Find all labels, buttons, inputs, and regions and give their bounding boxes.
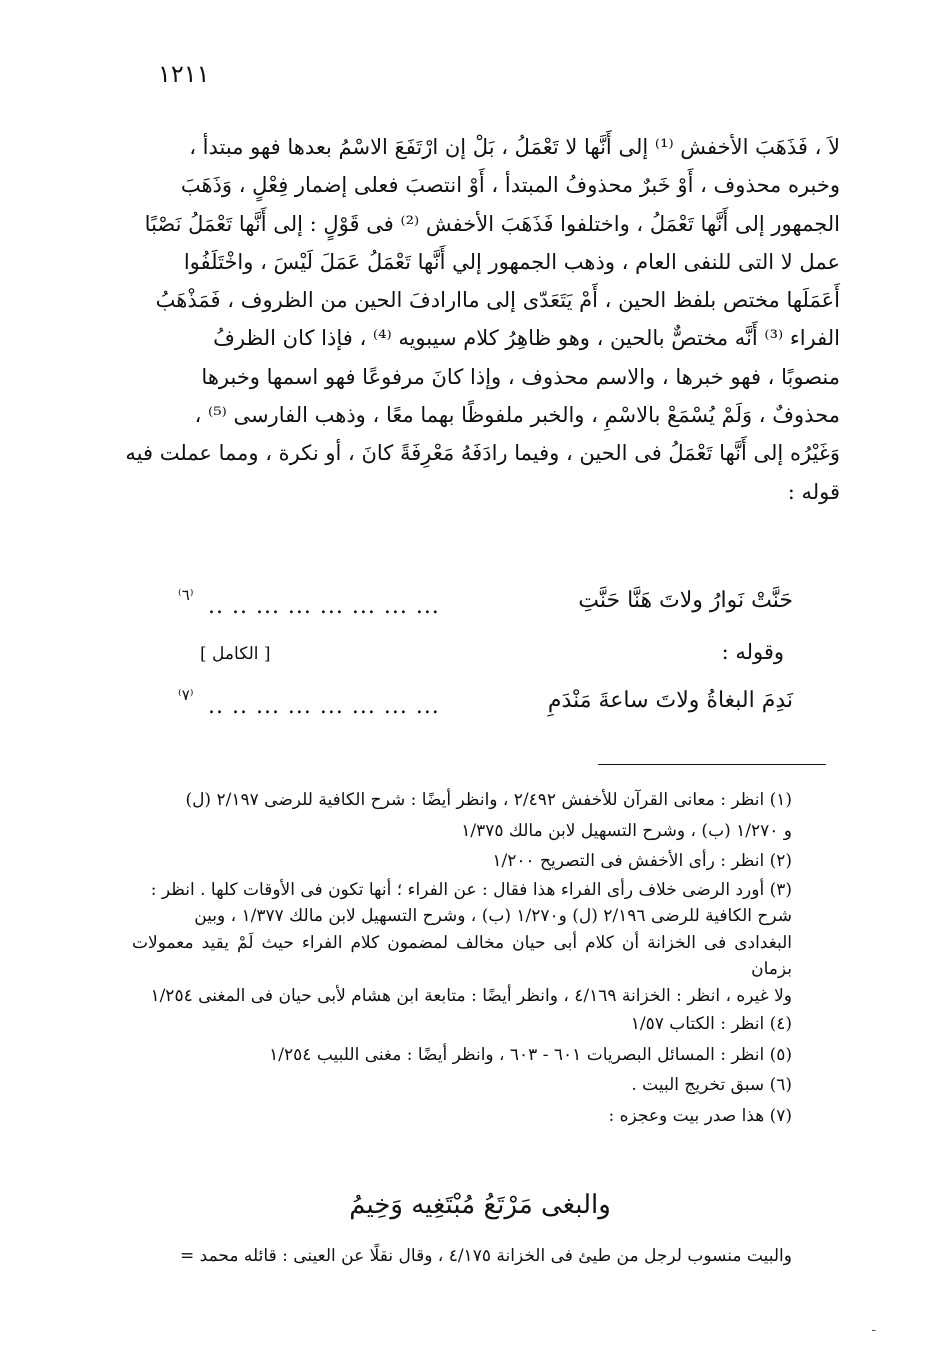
verse-1-footnote-ref: ⁽٦⁾ — [178, 586, 194, 604]
main-text-line: الفراء ⁽³⁾ أَنَّه مختصٌّ بالحين ، وهو ظاهِرُ كلام سيبويه ⁽⁴⁾ ، فإذا كان الظرفُ — [213, 326, 840, 351]
verse-2-first-hemistich: نَدِمَ البغاةُ ولاتَ ساعةَ مَنْدَمِ — [547, 688, 793, 713]
footnote-line: شرح الكافية للرضى ٢/١٩٦ (ل) و١/٢٧٠ (ب) ، وشرح التسهيل لابن مالك ١/٣٧٧ ، وبين — [194, 906, 792, 926]
footnote-line: ولا غيره ، انظر : الخزانة ٤/١٦٩ ، وانظر أيضًا : متابعة ابن هشام لأبى حيان فى المغنى ١/٢٥٤ — [150, 985, 792, 1006]
footnote-line: (١) انظر : معانى القرآن للأخفش ٢/٤٩٢ ، وانظر أيضًا : شرح الكافية للرضى ٢/١٩٧ (ل) — [185, 790, 792, 810]
main-text-line: محذوفٌ ، وَلَمْ يُسْمَعْ بالاسْمِ ، والخبر ملفوظًا بهما معًا ، وذهب الفارسى ⁽⁵⁾ ، — [194, 403, 840, 428]
verse-2-footnote-ref: ⁽٧⁾ — [178, 686, 194, 704]
page-edge-mark: ـ — [872, 1320, 876, 1334]
main-text — [118, 128, 840, 511]
footnote-line: (٧) هذا صدر بيت وعجزه : — [608, 1105, 792, 1126]
main-text-line: الجمهور إلى أَنَّها تَعْمَلُ ، واختلفوا فَذَهَبَ الأخفش ⁽²⁾ فى قَوْلٍ : إلى أَنَّها تَعْمَلُ نَصْبًا — [144, 211, 840, 236]
footnote-line: (٣) أورد الرضى خلاف رأى الفراء هذا فقال : عن الفراء ؛ أنها تكون فى الأوقات كلها . انظر : — [150, 879, 792, 900]
main-text-line: أَعَمَلَها مختص بلفظ الحين ، أَمْ يَتَعَدّى إلى ماارادفَ الحين من الظروف ، فَمَذْهَبُ — [155, 288, 840, 313]
verse-1-second-hemistich: ... ... ... ... ... ... .. .. — [208, 594, 440, 619]
footnote-line: البغدادى فى الخزانة أن كلام أبى حيان مخالف لمضمون كلام الفراء حيث لَمْ يقيد معمولات بزمان — [132, 932, 792, 979]
main-text-line: لاَ ، فَذَهَبَ الأخفش ⁽¹⁾ إلى أَنَّها لا تَعْمَلُ ، بَلْ إن ارْتَفَعَ الاسْمُ بعدها فهو مبتدأ ، — [189, 135, 840, 159]
footnote-line: (٥) انظر : المسائل البصريات ٦٠١ - ٦٠٣ ، وانظر أيضًا : مغنى اللبيب ١/٢٥٤ — [269, 1044, 792, 1065]
verse-2-second-hemistich: ... ... ... ... ... ... .. .. — [208, 694, 440, 719]
main-text-line: وخبره محذوف ، أَوْ خَبرٌ محذوفُ المبتدأ ، أَوْ انتصبَ فعلى إضمار فِعْلٍ ، وَذَهَبَ — [180, 173, 840, 198]
closing-note: والبيت منسوب لرجل من طيئ فى الخزانة ٤/١٧٥ ، وقال نقلًا عن العينى : قائله محمد = — [180, 1246, 792, 1266]
footnote-line: (٤) انظر : الكتاب ١/٥٧ — [630, 1014, 792, 1034]
page-number: ١٢١١ — [158, 60, 210, 88]
main-text-line: منصوبًا ، فهو خبرها ، والاسم محذوف ، وإذا كانَ مرفوعًا فهو اسمها وخبرها — [201, 364, 840, 389]
footnote-separator — [598, 764, 826, 765]
footnotes — [132, 785, 792, 1131]
main-text-line: قوله : — [787, 479, 840, 504]
footnote-line: و ١/٢٧٠ (ب) ، وشرح التسهيل لابن مالك ١/٣٧٥ — [461, 820, 792, 841]
footnote-line: (٦) سبق تخريج البيت . — [631, 1075, 792, 1095]
closing-verse: والبغى مَرْتَعُ مُبْتَغِيه وَخِيمُ — [349, 1190, 611, 1220]
verse-1-first-hemistich: حَنَّتْ نَوارُ ولاتَ هَنَّا حَنَّتِ — [578, 588, 793, 613]
main-text-line: عمل لا التى للنفى العام ، وذهب الجمهور إلي أَنَّها تَعْمَلُ عَمَلَ لَيْسَ ، واخْتَلَفُوا — [183, 249, 840, 274]
main-text-line: وَغَيْرُه إلى أَنَّها تَعْمَلُ فى الحين ، وفيما رادَفَهُ مَعْرِفَةً كانَ ، أو نكرة ، ومما عملت فيه — [125, 441, 840, 466]
poetic-meter-label: [ الكامل ] — [200, 644, 271, 664]
and-his-saying-label: وقوله : — [721, 640, 784, 664]
footnote-line: (٢) انظر : رأى الأخفش فى التصريح ١/٢٠٠ — [492, 851, 792, 871]
